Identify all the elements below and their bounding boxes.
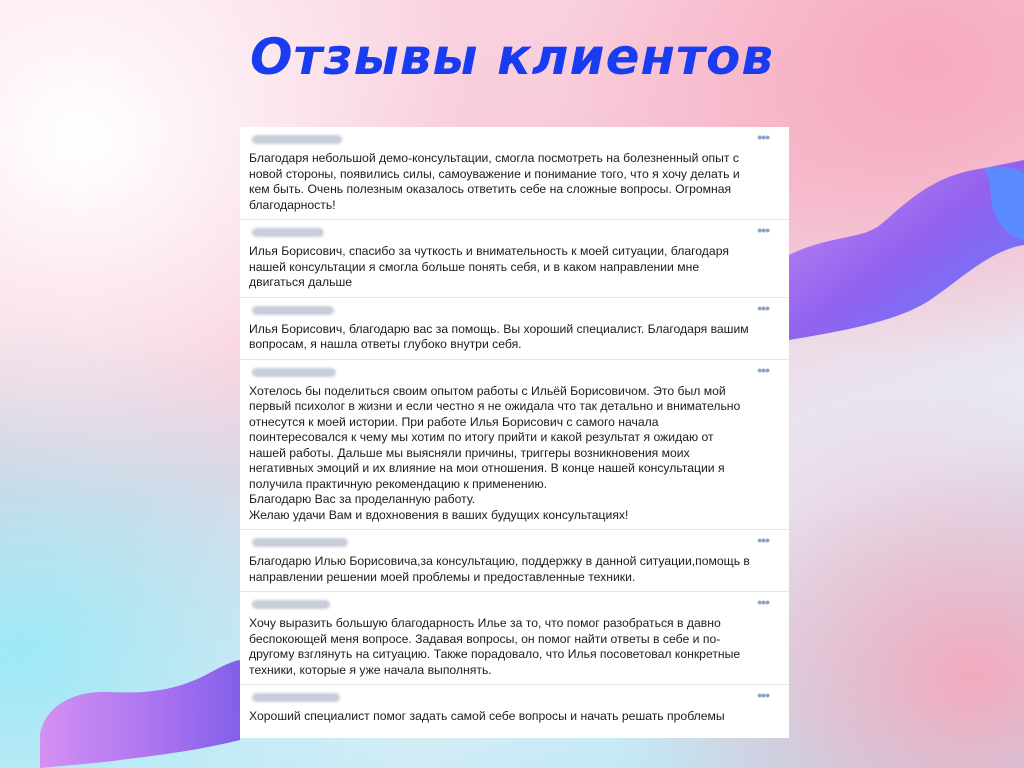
more-dots-icon[interactable]: ••• xyxy=(757,594,769,610)
blurred-name xyxy=(252,135,342,144)
blurred-name xyxy=(252,538,348,547)
review-item xyxy=(240,298,789,360)
more-dots-icon[interactable]: ••• xyxy=(757,129,769,145)
review-item xyxy=(240,592,789,685)
review-item xyxy=(240,220,789,298)
review-item xyxy=(240,127,789,220)
review-item xyxy=(240,685,789,731)
blurred-name xyxy=(252,693,340,702)
review-text: Хочу выразить большую благодарность Илье за то, что помог разобраться в давно беспокоющей меня вопросе. Задавая вопросы, он помог найти ответы в себе и по- другому взглянуть на ситуацию. Также порадовало, что Илья посоветовал конкретные техники, которые я уже начала выполнять. xyxy=(249,616,741,677)
blurred-name xyxy=(252,600,330,609)
review-item xyxy=(240,530,789,592)
blurred-name xyxy=(252,306,334,315)
review-text: Илья Борисович, спасибо за чуткость и внимательность к моей ситуации, благодаря нашей консультации я смогла больше понять себя, и в каком направлении мне двигаться дальше xyxy=(249,244,729,289)
blurred-name xyxy=(252,368,336,377)
review-text: Благодарю Илью Борисовича,за консультацию, поддержку в данной ситуации,помощь в направлении решении моей проблемы и предоставленные техники. xyxy=(249,554,750,584)
reviews-panel xyxy=(240,127,789,738)
review-text: Благодаря небольшой демо-консультации, смогла посмотреть на болезненный опыт с новой стороны, появились силы, самоуважение и понимание того, что я хочу делать и кем быть. Очень полезным оказалось ответить себе на сложные вопросы. Огромная благодарность! xyxy=(249,151,740,212)
blurred-name xyxy=(252,228,324,237)
review-text: Хороший специалист помог задать самой себе вопросы и начать решать проблемы xyxy=(249,709,725,723)
more-dots-icon[interactable]: ••• xyxy=(757,222,769,238)
more-dots-icon[interactable]: ••• xyxy=(757,687,769,703)
review-item xyxy=(240,360,789,531)
review-text: Илья Борисович, благодарю вас за помощь. Вы хороший специалист. Благодаря вашим вопросам, я нашла ответы глубоко внутри себя. xyxy=(249,321,749,351)
more-dots-icon[interactable]: ••• xyxy=(757,532,769,548)
review-text: Хотелось бы поделиться своим опытом работы с Ильёй Борисовичом. Это был мой первый психолог в жизни и если честно я не ожидала что так детально и внимательно отнесутся к моей истории. При работе Илья Борисович с самого начала поинтересовался к чему мы хотим по итогу прийти и какой результат я ожидаю от нашей работы. Дальше мы выясняли причины, триггеры возникновения моих негативных эмоций и их влияние на мои отношения. В конце нашей консультации я получила практичную рекомендацию к применению. Благодарю Вас за проделанную работу. Желаю удачи Вам и вдохновения в ваших будущих консультациях! xyxy=(249,383,741,522)
page-title: Отзывы клиентов xyxy=(249,28,775,86)
more-dots-icon[interactable]: ••• xyxy=(757,299,769,316)
more-dots-icon[interactable]: ••• xyxy=(757,361,769,378)
